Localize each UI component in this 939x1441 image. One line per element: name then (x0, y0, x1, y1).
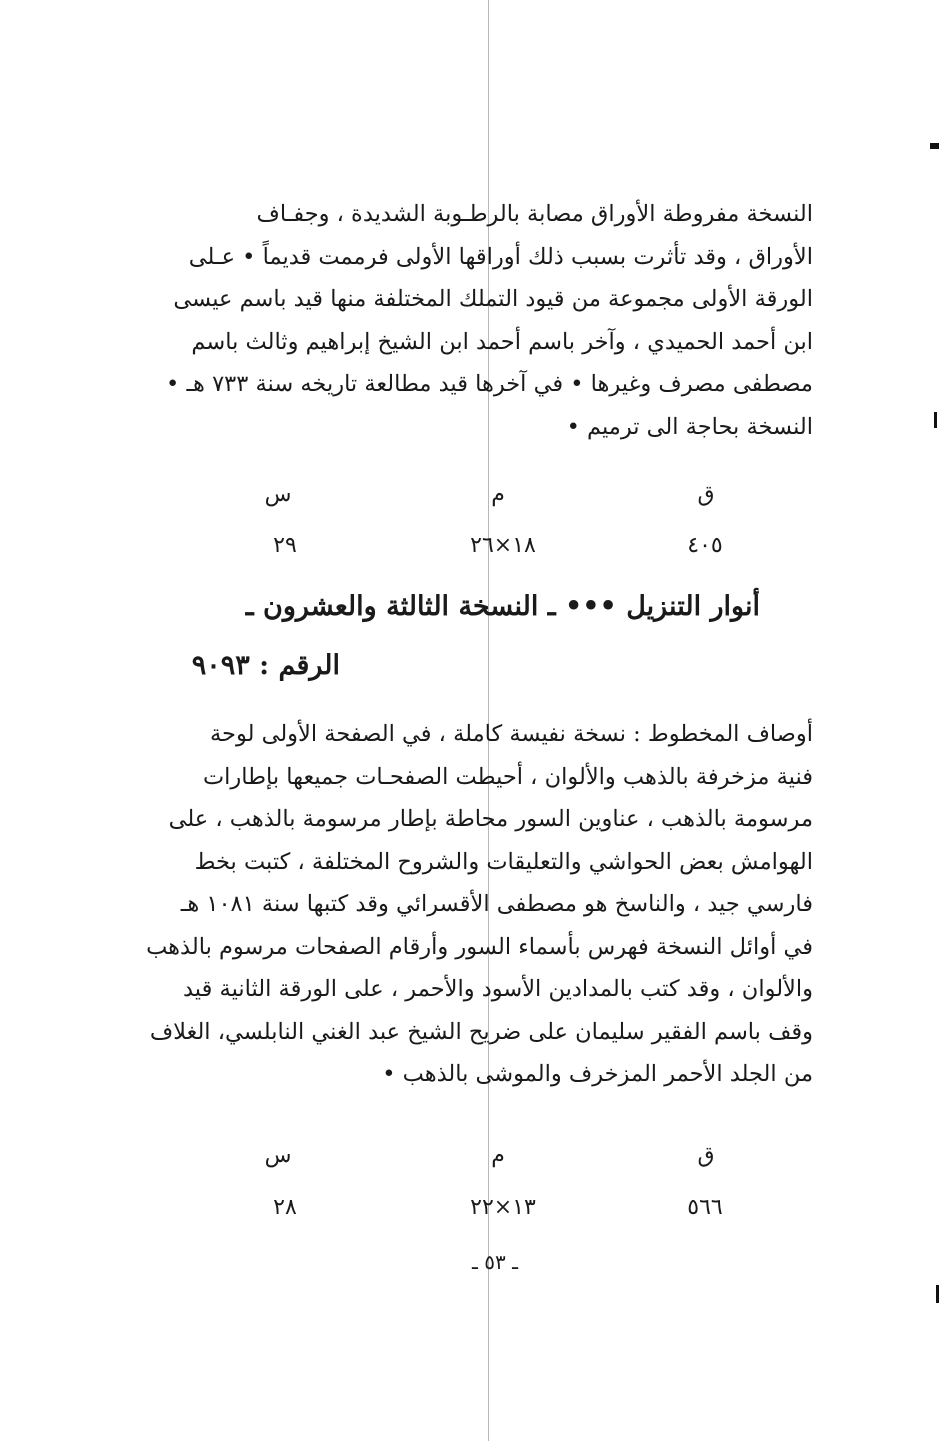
entry2-description-line: الهوامش بعض الحواشي والتعليقات والشروح المختلفة ، كتبت بخط (194, 848, 813, 875)
size-value: ١٨×٢٦ (470, 533, 536, 558)
entry2-description-line: فنية مزخرفة بالذهب والألوان ، أحيطت الصفحـات جميعها بإطارات (202, 763, 813, 790)
leaves-header: ق (697, 1143, 715, 1168)
entry1-description-line: النسخة مفروطة الأوراق مصابة بالرطـوبة الشديدة ، وجفـاف (256, 201, 813, 227)
leaves-header: ق (697, 482, 715, 507)
entry2-description-line: أوصاف المخطوط : نسخة نفيسة كاملة ، في الصفحة الأولى لوحة (209, 721, 813, 747)
entry1-stats-value-row (0, 533, 939, 573)
size-header: م (491, 1143, 505, 1168)
entry1-description-line: الأوراق ، وقد تأثرت بسبب ذلك أوراقها الأولى فرممت قديماً • عـلى (188, 243, 813, 270)
entry1-description-line: مصطفى مصرف وغيرها • في آخرها قيد مطالعة تاريخه سنة ٧٣٣ هـ • (166, 371, 813, 397)
entry2-title: أنوار التنزيل ••• ـ النسخة الثالثة والعشرون ـ (245, 591, 760, 622)
entry2-description-line: فارسي جيد ، والناسخ هو مصطفى الأقسرائي وقد كتبها سنة ١٠٨١ هـ (180, 891, 813, 917)
entry2-stats-header-row (0, 1143, 939, 1183)
entry1-description-line: الورقة الأولى مجموعة من قيود التملك المختلفة منها قيد باسم عيسى (173, 286, 813, 312)
entry2-stats-value-row (0, 1195, 939, 1235)
scan-edge-mark (930, 143, 939, 149)
page-number: ـ ٥٣ ـ (472, 1250, 518, 1274)
entry2-description-line: مرسومة بالذهب ، عناوين السور محاطة بإطار مرسومة بالذهب ، على (168, 806, 813, 832)
entry1-description (168, 193, 813, 448)
lines-value: ٢٨ (273, 1195, 297, 1220)
entry1-description-line: ابن أحمد الحميدي ، وآخر باسم أحمد ابن الشيخ إبراهيم وثالث باسم (191, 328, 813, 355)
leaves-value: ٥٦٦ (687, 1195, 723, 1220)
entry2-description (146, 713, 813, 1096)
entry1-description-line: النسخة بحاجة الى ترميم • (566, 413, 813, 440)
lines-header: س (264, 482, 292, 507)
size-value: ١٣×٢٢ (470, 1195, 536, 1220)
lines-value: ٢٩ (273, 533, 297, 558)
leaves-value: ٤٠٥ (687, 533, 723, 558)
size-header: م (491, 482, 505, 507)
entry2-description-line: والألوان ، وقد كتب بالمدادين الأسود والأحمر ، على الورقة الثانية قيد (183, 976, 813, 1002)
entry1-stats-header-row (0, 482, 939, 522)
entry2-description-line: وقف باسم الفقير سليمان على ضريح الشيخ عبد الغني النابلسي، الغلاف (149, 1018, 813, 1045)
entry2-number: الرقم : ٩٠٩٣ (191, 650, 340, 681)
entry2-description-line: من الجلد الأحمر المزخرف والموشى بالذهب • (382, 1061, 813, 1087)
lines-header: س (264, 1143, 292, 1168)
entry2-description-line: في أوائل النسخة فهرس بأسماء السور وأرقام الصفحات مرسوم بالذهب (146, 933, 813, 960)
scan-edge-mark (934, 412, 937, 428)
